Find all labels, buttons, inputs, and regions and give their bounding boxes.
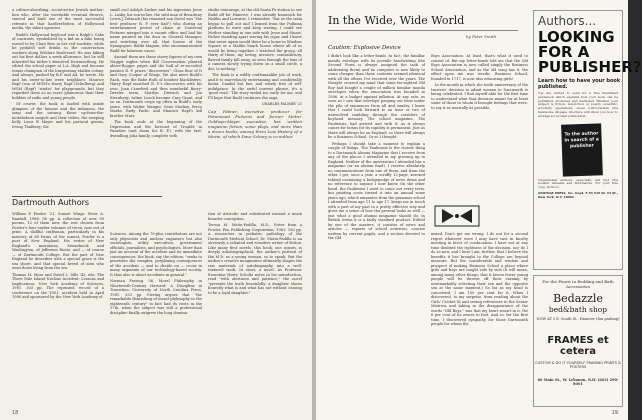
paragraph: Around them are those starry figures of my own Nugget nights when Bill Conversation planted above-flogger pages and the hall of re-recorded passion B. P. prizes "discoveries": Clara Bow of It and Gary Cooper of Wings. We also meet Budd's Rach, was the Babe Ruth of boudoir blacklisters. Harry Rapf marched B. P.'s discoveries with his own: Joan Crawford and then wonderful Barry-Dresler team, Marilyn Dietrich and Jon Sternberg; Arline Leach become Cary Grant, and so on. Dartmouth crops up often in Budd's early years, with Walter Wanger, Gene Markey, Percy Marks, Rudy Pacht, and Maurice Rapf's kid brother Marv. [110,55,202,118]
authors-column-3 [208,212,302,297]
publisher-advertisement [533,10,642,270]
shop-address: NOW AT 3 E. South St., Hanover (fun parking) [536,317,620,321]
shop-name: Bedazzle [553,292,603,305]
title-divider [328,30,518,31]
article-column-3 [431,232,528,329]
section-title: Dartmouth Authors [12,198,90,207]
ad-heading: Authors... [538,14,597,28]
article-title: In the Wide, Wide World [328,14,465,27]
book-entry: Teresa M. Matin-Padilla, M.D., Notes from a Fowler. Pen Publishing Corporation, 1981. 183 pp. A researcher in pediatric pathology of the Dartmouth Medical School, Dr. Matin-Padilla is an obviously a talented and sensitive writer of fiction. Like many first novels, this book, one senses, is deeply autobiographical, the author's portrait of the M.D. as a young woman, so to speak. But the author's creative imagination ultimately shapes the raw materials of autobiography into a well-textured work. In short, a novel. As Professor Ernestine Harry Scholtz notes in his introduction, read "with alertness and patience," the novel "presents the truth beautifully: a daughter shows honestly what is and what has not without ceasing to be a loyal daughter." [208,223,302,295]
left-page [0,0,312,420]
paragraph: I didn't look like a letter-bomb. In fact, the familiar manila envelope with its juvenile handwriting (the Second Form is always assigned the task of addressing them) and no computer is now likely to come cheaper than these contents seemed identical with all the others I've received over the years. The thought crossed my mind that some far-sighted Old Boy had bought a couple of million familiar manila envelopes when the association was founded in 1906, at a budget against inflation. At any rate, as soon as I saw that envelope peeping out from under the pile of eminences from all and sundry, I knew that I could look forward to an hour or two of unresolved rambling through the corridors of boyhood memory. The school magazine, The Pauliensis, had arrived and with it, as it always comes for bonus for its rapidity is permanent. Just as there will always be an England, so there will always be a Business School. Or so I thought. [328,54,425,139]
frames-ad-title: FRAMES et cetera [547,335,609,358]
paragraph: The book ends at the beginning of the Depression and the forecast of Trouble in Paradise (and doom for B. P.), with the fast-dwindling Julia family, complete with [110,120,202,138]
page-number: 18 [12,410,19,416]
paragraph: Boys Association. At least, that's what it used to consist of. But my letter-bomb told me that the Old Boys Association is now called simply the Business School Association, and as the old song has it, the effect upon me was terrific. Business School, founded in 1717, is now also educating girls! [431,54,528,81]
local-advertisements [533,275,623,407]
book-entry: William P. Fowler '21, Sunset Wings. Peter A. Randall, 1986. 96 pp. A collection of over 90 poems, 12 of them new, the rest chosen from Fowler's four earlier volumes of verse, now out of print. A skillful craftsman, particularly in his mastery of all forms of the sonnet, Fowler is a poet of New England. His series of New England's mountains, Monadnock and Washington, of Jefferson Route, and — of course — of Dartmouth College. But the part of New England he describes with a special grace is the sea shore, and that special breed of men who went down living from the sea. [12,212,104,270]
authors-column-2 [110,232,202,317]
paragraph: In the month in which the tenth anniversary of the trustees' decision to admit women to Dartmouth is being celebrated, I find myself able for the first time to understand what that decision meant for at least some of those to whom it brought feelings that were, to say it as neutrally as possible, [431,83,528,110]
paragraph: a culture-absorbing, social-active Jewish mother-hen who, after the inevitable eventual divorce, started and built one of the most successful retreats in that hardest-bitten of Hollywood media, the talent agencies. [12,8,104,30]
ad-address: VANTAGE PRESS, Inc. Dept. F-53 516 W. 34 St., New York, N.Y. 10001 [538,190,618,199]
book-entry: Thomas H. Moss and David L. Sills '42, eds. The Three Mile Island Nuclear Accident: Lessons and Implications. New York Academy of Sciences, 1981. 303 pp. The reprinted record of a conference on the T.M.I. accident held in April 1980 and sponsored by the New York Academy of [12,272,104,299]
paragraph: studio entourage, at the old Santa Fe station to see Budd off for Hanover. I was already homesick for Malibu and Lorraine. I remember, "but as the train began to pull out and I leaned from the Pullman platform to wave and keep waving, I could see Mother standing in one side with Jesse and Stuart, Father standing apart waving his cigar, and I knew that never again would there be a home in Windsor Square or a Malibu beach house where all of us would be living together. I watched the group, all thirty of them, my loving, invasive, contradictory, flawed family fall away, as seen through the lens of a camera slowly trying down on a small circle, a dot, to nothing." [208,8,302,71]
frames-ad-address: 60 Main St., W. Lebanon, N.H. (603) 298-8001 [537,377,619,386]
article-column-2 [431,54,528,202]
ad-subheading: Learn how to have your book published. [538,78,621,90]
book-entry: Norman Farring '36, Moral Philosophy in Nineteenth-Century Harvard: A Discipline in Transition. University of North Carolina Press, 1981. 333 pp. Fiering argues that "the remarkable flourishing of moral philosophy in the eighteenth century" in fact had its roots in the 17th, when the subject was still a professional discipline finally outgrew the long domina- [110,279,202,315]
ad-tagline: For the Finest in Bedding and Bath Accessories [542,279,614,289]
page-number: 19 [611,410,618,416]
book-entry: Sciences. Among the 70-plus contributors are not only physicists and nuclear engineers but also sociologists, utility executives, government officials, journalists, and psychologists. More than just an account of the accident and its immediate consequences, the book, say the editors, "seeks to penetrate the complex, perplexing consequences of the accident — and to decide on — occur in many segments of our technology-based society. It thus also is about accidents in general." [110,232,202,277]
paragraph: mixed. Don't get me wrong. I do not for a second regret whatever were I may have cast in faculty meeting in favor of coeducation. I have not at any time doubted the rightness of the decision, nor do I do so now, and I hear I am, further, that I believe the benefits it has brought to the College are beyond measure. But the considerable and wisdom and prospect of making Business School a place where girls and boys are taught side by side (it will mean, among many other things, that it favors fewer young people will be thrown off their earning by unremarkably selecting their sex and the opposite sex at the same moment.) So far as my head is concerned, I am 100 per cent for it. When I discovered, to my surprise, from reading about the Girls' Cricket XI and seeing references to the Senior Mistress and taking in the disappearance of the words "Old Boys," was that my heart wasn't in it, the 6 per cent of its owner to foot. And so, for the first time, I discovered sympathy for those Dartmouth people for whom the [431,232,528,326]
review-signature: CHARLES PALMER '25 [261,102,302,106]
booklet-image: To the author in search of a publisher [561,123,603,176]
frames-ad-body: CUSTOM & DO IT YOURSELF FRAMING PRINTS & POSTERS [535,361,621,370]
left-column-3 [208,8,302,141]
paragraph: small cool Adolph Zucker and his ingenious Jesse L. Lasky, his son-in-law, the wild man of Broadway Lewis J Zelznick (his renamed son David was "the best producer B. P. ever had") who during an entertainment period of chaos at Universal Pictures merged into a vacant office and had his name painted on the door as General Manager, and watching over all, that horror of the Synagogues Rabbi Magnin, who excommunicated Budd for hilarious cause. [110,8,202,53]
paragraph: The book is a wildly craftsmanlike job of work, and it is marvelously entertaining and comfortably linear. Candid but fair, and wisely free of self-indulgence. In the awful current phrase, it's a 'good read.' The story ended too early for me, and I'll hope that Budd continues the saga. [208,73,302,100]
author-bio: Cap Palmer, executive producer for Paramount Pictures and former Metro-Goldwyn-Mayer executive, has written magazine fiction, some plays, and more than a dozen books, among them Low History of a Movie, of which Dave Schary is co-author. [208,108,302,139]
section-divider [12,196,162,197]
article-byline: by Peter Smith [466,34,497,39]
ad-body: Unpublished authors, especially, will find this booklet valuable and informative. For your free copy, write to: [538,177,618,190]
paragraph: Perhaps I should take a moment to explain a couple of things. The Pauliensis is the closest thing to a Dartmouth Alumni Magazine that I receive from any of the places I attended in my growing up in England. Neither of the universities I attended has a magazine (or an alumni fund). I receive absolutely no communications from one of them, and from the other I get, once a year, a scruffy 12-page, xeroxed tabloid containing a hodgepodge of news items and no reference to anyone I now know. On the other hand, the Pauliensis I used to come out every term, but printing costs turned it into an annual some years ago, which emanates from the grammar school I attended from age 11 to age 17, keeps me in touch with a part of my past in a pretty effective way and gives me a sense of how the present looks as well — just what a good alumni magazine should do. In British terms it is a fairly standard product. Edited by one of the masters, it consists of news and articles — reports of school activities, concise written by current pupils, and a section devoted to the Old [328,141,426,240]
paragraph: Budd's Hollywood boyhood was a Ralph's Cake of contrasts, symbolized by a kid on a bike being waved to by Clara Bow in her red roadster, while he pedaled soft drinks to the construction workers along Wilshire Boulevard. He was hiking out his first dollars a week allowance, but he still inherited his father's dissolved Dartmouthing. He edited the school paper at L.A. High and became tennis champion of the burgeoning Malibu colony. And always, pushed by B.P. and Ad, he wrote. He and his sister-in-law were neighbors: Maurice Rapf (son of MGM's Harry Rapf (Schulberg) and MGM (Rapf) "studio" for playgrounds, but they regarded them as no more glamorous than their hobbies of radio and young people. [12,32,104,100]
shop-subtitle: bed&bath shop [548,305,608,314]
ad-headline: LOOKING FOR A PUBLISHER? [538,28,642,76]
article-subtitle: Caution: Explosive Device [328,45,401,51]
authors-column-1 [12,212,104,302]
paragraph: Of course, the book is loaded with inside glimpses of the famous and the infamous, the song and the unsung: these up-from-the-nickelodeon moguls and their tribes, the weeping bully Louis B Mayer and his pastoral genius, Irving Thalberg; the [12,102,104,129]
left-column-2 [110,8,202,140]
article-column-1 [328,54,425,243]
ad-body: You are invited to send for a free illustrated guidebook which explains how your book can be published, promoted and marketed. Whether your subject is fiction, non-fiction or poetry, scientific, scholarly, specialized, (even controversial) this handsome 40-page brochure will show you how to arrange for prompt publication. [538,91,618,118]
right-page [316,0,642,420]
hourglass-illustration [434,205,480,227]
left-column-1 [12,8,104,131]
book-entry: tion of Aristotle and substituted instead a much broader conception. [208,212,302,221]
